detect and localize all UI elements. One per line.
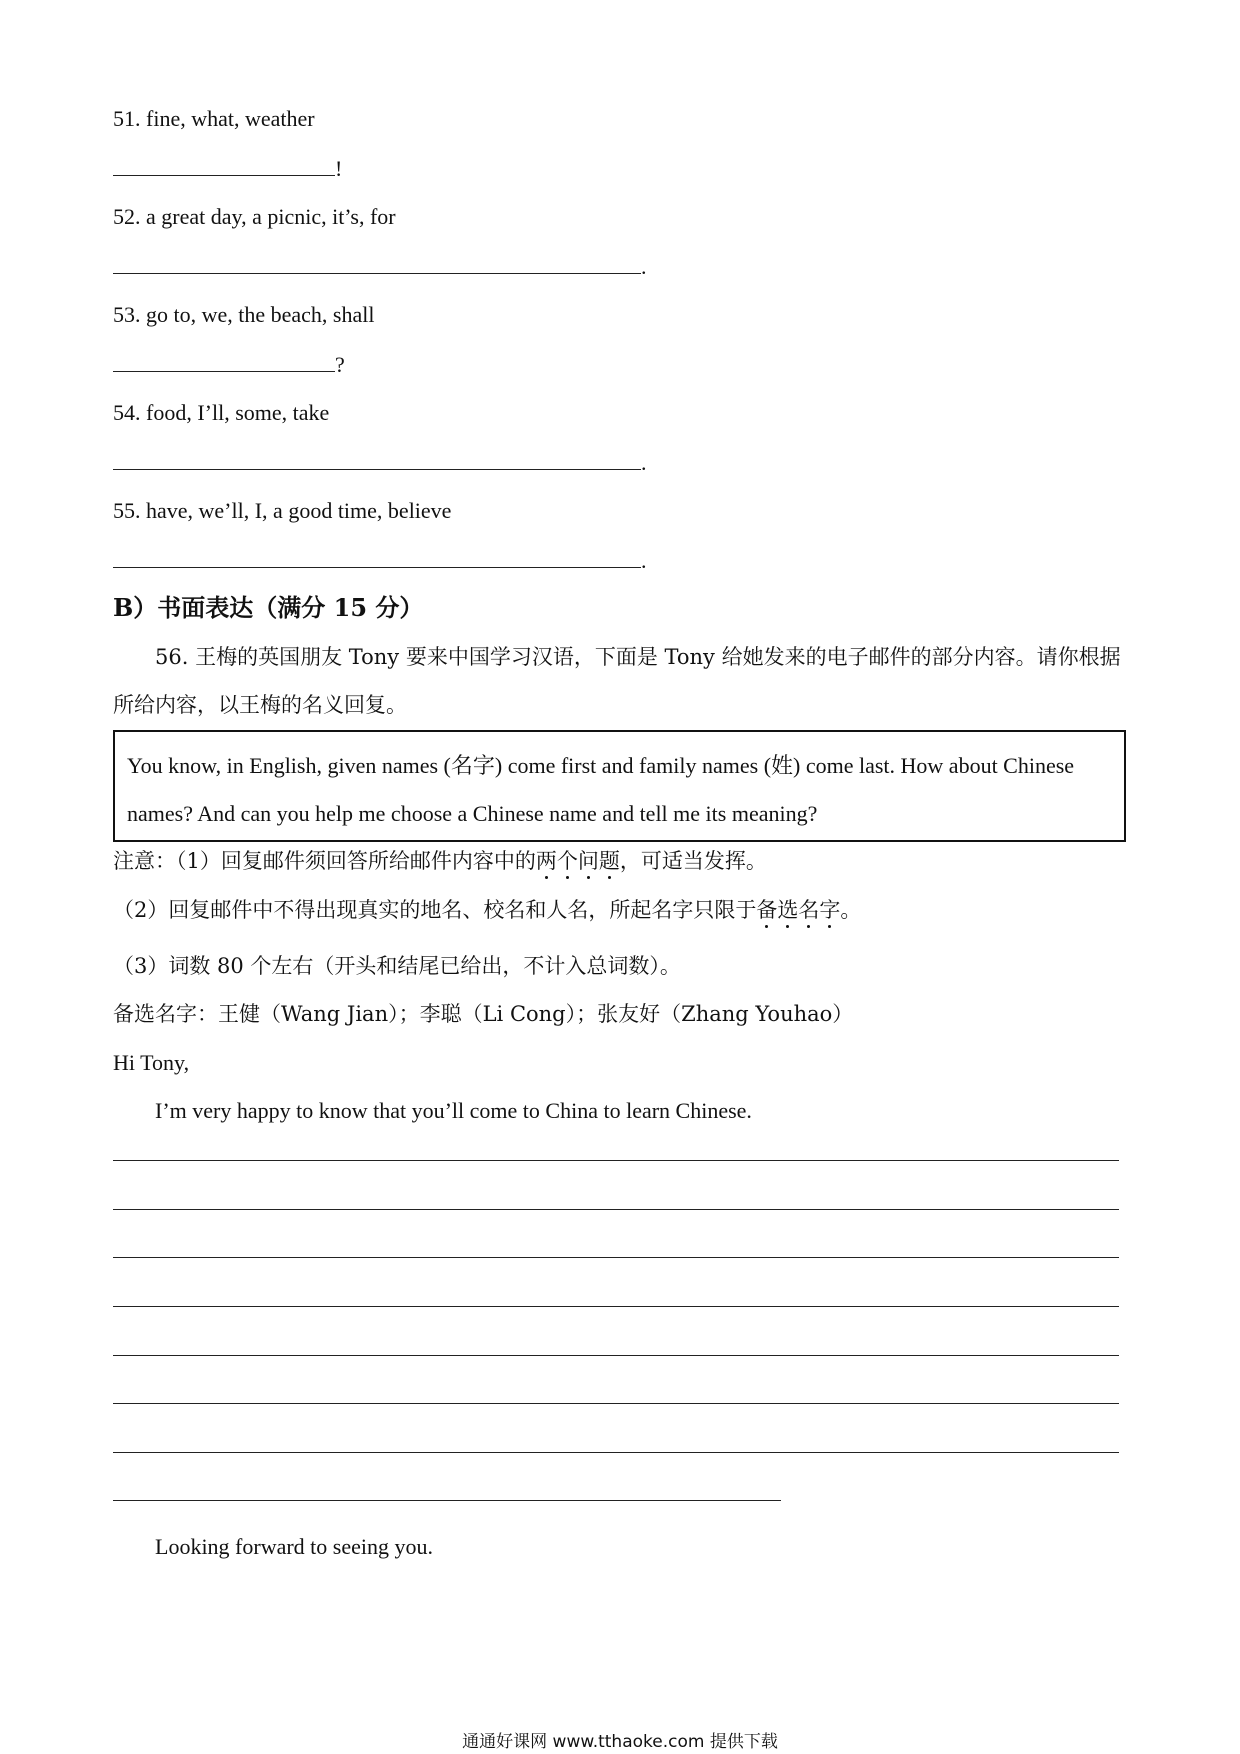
- question-53-prompt: 53. go to, we, the beach, shall: [113, 302, 375, 327]
- question-51-answer-blank[interactable]: [113, 153, 342, 183]
- emphasis-char: 个: [556, 849, 578, 873]
- writing-line[interactable]: [113, 1500, 781, 1501]
- emphasis-char: 选: [777, 898, 799, 922]
- end-punctuation: .: [641, 254, 647, 279]
- writing-line[interactable]: [113, 1306, 1119, 1307]
- letter-opening: I’m very happy to know that you’ll come to China to learn Chinese.: [155, 1098, 752, 1123]
- answer-line: [113, 349, 335, 372]
- question-55-answer-blank[interactable]: [113, 545, 647, 575]
- section-b-heading: B）书面表达（满分 15 分）: [113, 593, 424, 622]
- note-3: （3）词数 80 个左右（开头和结尾已给出，不计入总词数）。: [113, 954, 681, 978]
- writing-line[interactable]: [113, 1403, 1119, 1404]
- candidate-names: 备选名字：王健（Wang Jian）；李聪（Li Cong）；张友好（Zhang Youhao）: [113, 1002, 854, 1026]
- end-punctuation: .: [641, 450, 647, 475]
- emphasis-char: 两: [535, 849, 557, 873]
- emphasis-char: 问: [577, 849, 599, 873]
- writing-line[interactable]: [113, 1355, 1119, 1356]
- answer-line: [113, 545, 641, 568]
- question-51-prompt: 51. fine, what, weather: [113, 106, 315, 131]
- email-excerpt-box: [113, 730, 1126, 842]
- note-1-emphasis: [536, 849, 620, 873]
- answer-line: [113, 153, 335, 176]
- note-2-end: 。: [840, 898, 862, 922]
- writing-line[interactable]: [113, 1452, 1119, 1453]
- end-punctuation: ?: [335, 352, 345, 377]
- email-line-1: You know, in English, given names (名字) come first and family names (姓) come last. How about Chinese: [127, 753, 1075, 778]
- letter-closing: Looking forward to seeing you.: [155, 1534, 433, 1559]
- writing-line[interactable]: [113, 1257, 1119, 1258]
- note-2-emphasis: [756, 898, 840, 922]
- note-2-text: （2）回复邮件中不得出现真实的地名、校名和人名，所起名字只限于: [113, 898, 757, 922]
- note-1: [113, 846, 767, 876]
- writing-prompt-text: 56. 王梅的英国朋友 Tony 要来中国学习汉语，下面是 Tony 给她发来的电子邮件的部分内容。请你根据所给内容，以王梅的名义回复。: [113, 645, 1121, 717]
- emphasis-char: 备: [756, 898, 778, 922]
- email-line-2: names? And can you help me choose a Chinese name and tell me its meaning?: [127, 801, 818, 826]
- question-54-prompt: 54. food, I’ll, some, take: [113, 400, 330, 425]
- question-53-answer-blank[interactable]: [113, 349, 345, 379]
- end-punctuation: .: [641, 548, 647, 573]
- emphasis-char: 名: [798, 898, 820, 922]
- note-2: [113, 895, 861, 925]
- answer-line: [113, 447, 641, 470]
- note-1-text: 注意：（1）回复邮件须回答所给邮件内容中的: [113, 849, 536, 873]
- question-54-answer-blank[interactable]: [113, 447, 647, 477]
- emphasis-char: 题: [598, 849, 620, 873]
- page-footer: 通通好课网 www.tthaoke.com 提供下载: [462, 1732, 778, 1752]
- question-52-answer-blank[interactable]: [113, 251, 647, 281]
- writing-line[interactable]: [113, 1209, 1119, 1210]
- note-1-end: ，可适当发挥。: [619, 849, 767, 873]
- letter-greeting: Hi Tony,: [113, 1050, 190, 1075]
- end-punctuation: !: [335, 156, 343, 181]
- emphasis-char: 字: [819, 898, 841, 922]
- answer-line: [113, 251, 641, 274]
- question-55-prompt: 55. have, we’ll, I, a good time, believe: [113, 498, 452, 523]
- writing-line[interactable]: [113, 1160, 1119, 1161]
- question-52-prompt: 52. a great day, a picnic, it’s, for: [113, 204, 396, 229]
- writing-prompt: [113, 633, 1123, 729]
